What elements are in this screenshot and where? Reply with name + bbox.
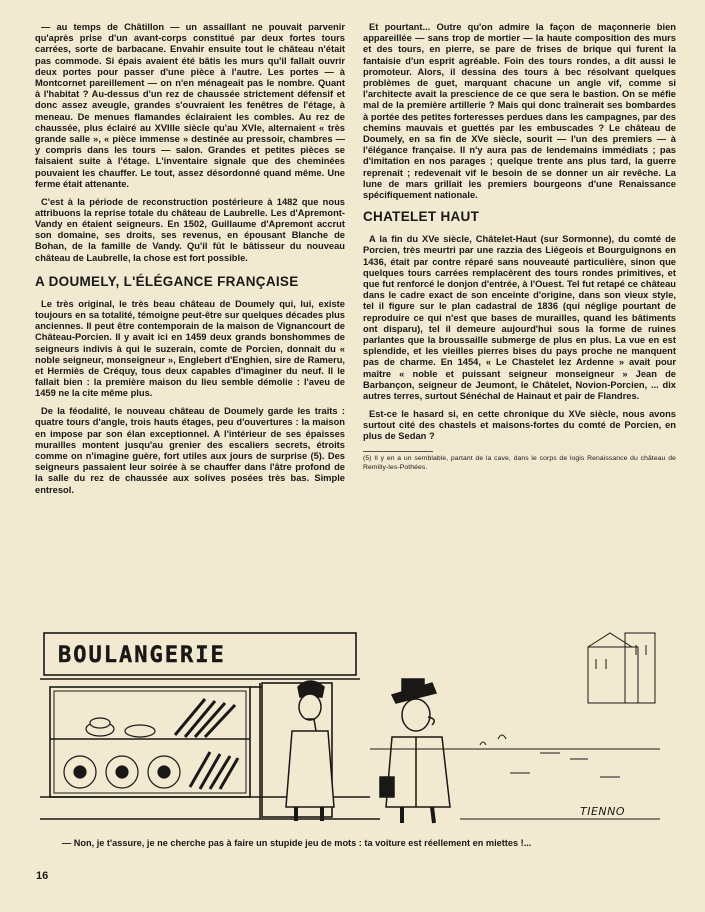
paragraph: — au temps de Châtillon — un assaillant ne pouvait parvenir qu'après prise d'un avant-corps constitué par deux fortes tours carrées, sorte de barbacane. Envahir ensuite tout le château n'était pas commode. Si épais avaient été bâtis les murs qu'il fallait ouvrir deux portes pour passer d'une pièce à l'autre. Les portes — à Montcornet pareillement — on n'en ménageait pas le nombre. Quant à l'habitat ? Au-dessus d'un rez de chaussée strictement défensif et donc assez aveugle, grandes s'ouvraient les fenêtres de l'étage, à meneau. De menues flamandes éclairaient les combles. Au rez de chaussée, plus éclairé au XVIIIe siècle qu'au XVIe, alternaient « très grande salle », « pièce immense » destinée au pressoir, chambres — y compris dans les tours — salon. Grandes et petites pièces se faisaient suite à l'étage. L'inventaire signale que des cheminées pouvaient les chauffer. Le tout, assez désordonné quand même. Une ferme était attenante. (35, 22, 345, 189)
paragraph: Et pourtant... Outre qu'on admire la façon de maçonnerie bien appareillée — sans trop de mortier — la haute composition des murs et des tours, en pierre, se pare de frises de brique qui furent la fantaisie d'un esprit agréable. Foin des tours rondes, a dit aussi le promoteur. Alors, il dessina des tours à bec résolvant quelques problèmes de guet, marquant chacune un angle vif, comme si l'architecte avait la prescience de ce que sera le bastion. On se méfie mal de la première artillerie ? Mais qui donc traînerait ses bombardes à portée des petites forteresses perdues dans les campagnes, par des chemins mauvais et guettés par les embuscades ? Le château de Doumely, en sa fin de XVe siècle, sourit — l'un des premiers — à l'élégance française. Il n'y aura pas de lendemains immédiats ; pas d'imitation en nos parages ; quelque trente ans plus tard, la guerre reprenait ; redevenait vif le besoin de se donner un air revêche. La lune de mars grillait les premiers bourgeons d'une Renaissance spécifiquement nationale. (363, 22, 676, 201)
paragraph: Est-ce le hasard si, en cette chronique du XVe siècle, nous avons surtout cité des chastels et maisons-fortes du comté de Porcien, en plus de Sedan ? (363, 408, 676, 442)
paragraph: De la féodalité, le nouveau château de Doumely garde les traits : quatre tours d'angle, trois hauts étages, peu d'ouvertures : la maison en impose par son élan exceptionnel. A l'intérieur de ses épaisses murailles montent jusqu'au grenier des escaliers secrets, étroits comme on n'imagine guère, fort utiles aux jours de surprise (5). Des seigneurs passaient leur soirée à se chauffer dans l'âtre profond de la salle du rez de chaussée aux solives posées très bas. Simple entresol. (35, 406, 345, 495)
footnote: (5) Il y en a un semblable, partant de la cave, dans le corps de logis Renaissance du château de Remilly-les-Pothées. (363, 455, 676, 471)
section-heading-doumely: A DOUMELY, L'ÉLÉGANCE FRANÇAISE (35, 273, 299, 289)
man-in-hat-figure (380, 679, 450, 823)
paragraph: C'est à la période de reconstruction postérieure à 1482 que nous attribuons la reprise totale du château de Laubrelle. Les d'Apremont-Vandy en étaient seigneurs. En 1502, Guillaume d'Apremont accrut son domaine, ses droits, ses revenus, en épousant Blanche de Bohan, de la famille de Vandy. Qu'il fût le bâtisseur du nouveau château de Laubrelle, la chose est fort possible. (35, 196, 345, 263)
right-column (363, 22, 676, 473)
paragraph: A la fin du XVe siècle, Châtelet-Haut (sur Sormonne), du comté de Porcien, très meurtri par une razzia des Liégeois et Bourguignons en 1436, était par contre réparé sans nouveauté particulière, sinon que quelques tours carrées remplacèrent des tours rondes primitives, et que fut renforcé le donjon d'entrée, à l'Ouest. Tel fut retapé ce château dans le cadre exact de son enceinte d'origine, dans son vieux style, tel il figure sur le plan cadastral de 1836 (qui néglige pourtant de reproduire ce qui n'est que bases de murailles, quand les bâtiments ont disparu), tel il demeure aujourd'hui sous la forme de ruines parlantes que la broussaille submerge de plus en plus. La vue en est splendide, et les vieilles pierres bises du pays proche ne manquent pas de charme. En 1454, « Le Chastelet lez Ardenne » avait pour maître « noble et puissant seigneur monseigneur » Jean de Barbançon, seigneur de Jeumont, le Châtelet, Novion-Porcien, ... dix autres terres, surtout Sénéchal de Hainaut et pair de Flandres. (363, 234, 676, 402)
footnote-rule (363, 451, 433, 452)
left-column (35, 22, 345, 502)
cartoon-illustration (40, 627, 665, 832)
bread-display (64, 699, 238, 789)
baker-figure (286, 681, 334, 821)
shop-sign: BOULANGERIE (58, 643, 226, 668)
artist-signature: TIENNO (580, 805, 626, 818)
section-heading-chatelet: CHATELET HAUT (363, 209, 480, 225)
page-number: 16 (36, 870, 49, 882)
paragraph: Le très original, le très beau château de Doumely qui, lui, existe toujours en sa totalité, témoigne peut-être sur quelques décades plus anciennes. Il peut être contemporain de la maison de Vignancourt de Château-Porcien. Il y avait ici en 1459 deux grands bonshommes de seigneurs indivis à qui le suzerain, comte de Porcien, donnait du « noble seigneur, monseigneur », Englebert d'Enghien, sire de Rameru, et Hermiès de Créquy, tous deux capables d'imaginer du neuf. Il le fallait bien : la première maison du lieu semble démolie : l'aveu de 1459 ne la cite même plus. (35, 298, 345, 399)
cartoon-caption: — Non, je t'assure, je ne cherche pas à faire un stupide jeu de mots : ta voiture est réellement en miettes !... (62, 838, 532, 848)
